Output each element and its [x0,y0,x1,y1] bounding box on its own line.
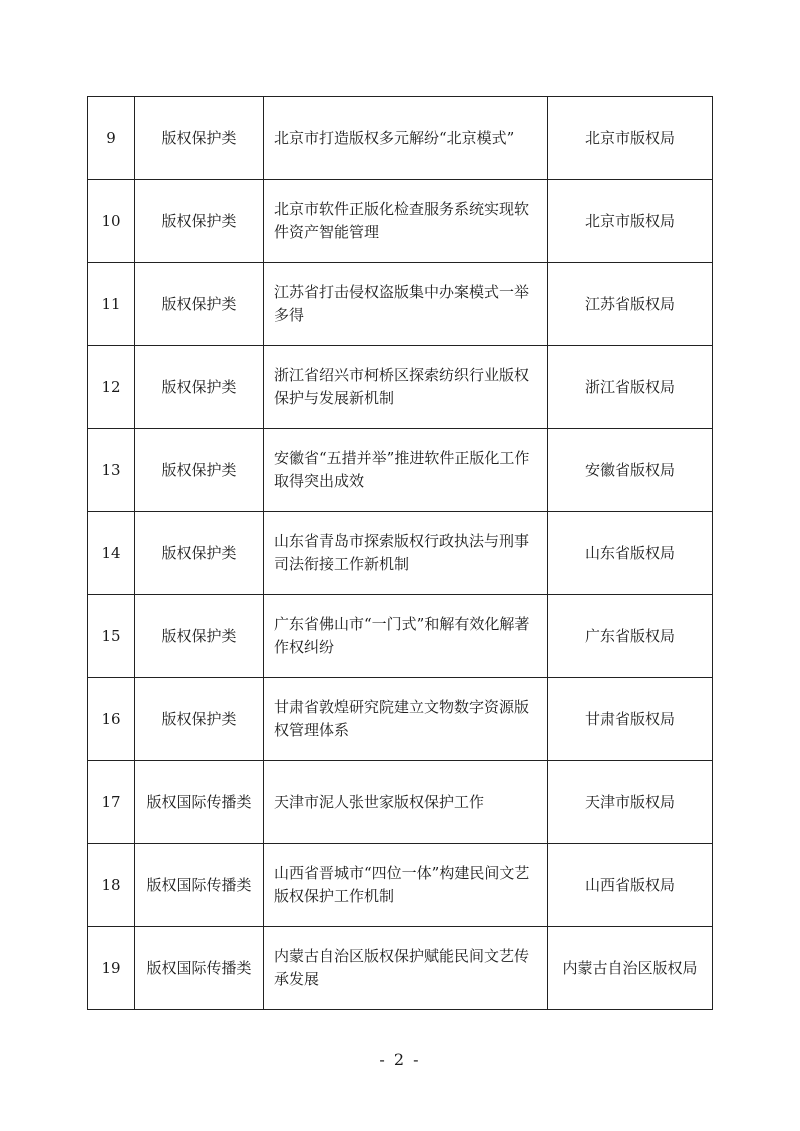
cell-category: 版权国际传播类 [135,844,264,927]
cell-title: 北京市打造版权多元解纷“北京模式” [264,97,548,180]
cell-unit: 山东省版权局 [548,512,713,595]
cell-unit: 北京市版权局 [548,97,713,180]
cell-category: 版权国际传播类 [135,761,264,844]
table-row [88,429,713,512]
cell-number: 9 [88,97,135,180]
cell-category: 版权保护类 [135,97,264,180]
cell-number: 19 [88,927,135,1010]
cell-unit: 内蒙古自治区版权局 [548,927,713,1010]
cell-number: 16 [88,678,135,761]
table-row [88,595,713,678]
cell-number: 17 [88,761,135,844]
cell-title: 江苏省打击侵权盗版集中办案模式一举多得 [264,263,548,346]
cell-unit: 安徽省版权局 [548,429,713,512]
cell-number: 10 [88,180,135,263]
cell-title: 安徽省“五措并举”推进软件正版化工作取得突出成效 [264,429,548,512]
cell-number: 12 [88,346,135,429]
cell-title: 广东省佛山市“一门式”和解有效化解著作权纠纷 [264,595,548,678]
cell-title: 天津市泥人张世家版权保护工作 [264,761,548,844]
table-row [88,678,713,761]
cell-unit: 江苏省版权局 [548,263,713,346]
cell-title: 甘肃省敦煌研究院建立文物数字资源版权管理体系 [264,678,548,761]
cell-category: 版权保护类 [135,512,264,595]
cell-title: 浙江省绍兴市柯桥区探索纺织行业版权保护与发展新机制 [264,346,548,429]
cell-category: 版权保护类 [135,180,264,263]
cell-category: 版权保护类 [135,678,264,761]
cell-category: 版权保护类 [135,595,264,678]
cell-category: 版权保护类 [135,429,264,512]
cell-unit: 甘肃省版权局 [548,678,713,761]
table-row [88,263,713,346]
table-row [88,512,713,595]
table-row [88,346,713,429]
cell-category: 版权国际传播类 [135,927,264,1010]
cell-title: 内蒙古自治区版权保护赋能民间文艺传承发展 [264,927,548,1010]
cell-number: 18 [88,844,135,927]
cell-unit: 山西省版权局 [548,844,713,927]
table-row [88,180,713,263]
cell-unit: 北京市版权局 [548,180,713,263]
cases-table [87,96,713,1010]
cell-title: 北京市软件正版化检查服务系统实现软件资产智能管理 [264,180,548,263]
page-number: - 2 - [379,1050,421,1069]
cell-unit: 天津市版权局 [548,761,713,844]
cell-category: 版权保护类 [135,263,264,346]
cell-unit: 广东省版权局 [548,595,713,678]
cell-title: 山西省晋城市“四位一体”构建民间文艺版权保护工作机制 [264,844,548,927]
table-row [88,844,713,927]
cell-number: 13 [88,429,135,512]
cell-number: 15 [88,595,135,678]
table-row [88,927,713,1010]
cases-table-body [88,97,713,1010]
cell-number: 11 [88,263,135,346]
cell-unit: 浙江省版权局 [548,346,713,429]
table-row [88,761,713,844]
cell-category: 版权保护类 [135,346,264,429]
cell-title: 山东省青岛市探索版权行政执法与刑事司法衔接工作新机制 [264,512,548,595]
table-row [88,97,713,180]
cell-number: 14 [88,512,135,595]
